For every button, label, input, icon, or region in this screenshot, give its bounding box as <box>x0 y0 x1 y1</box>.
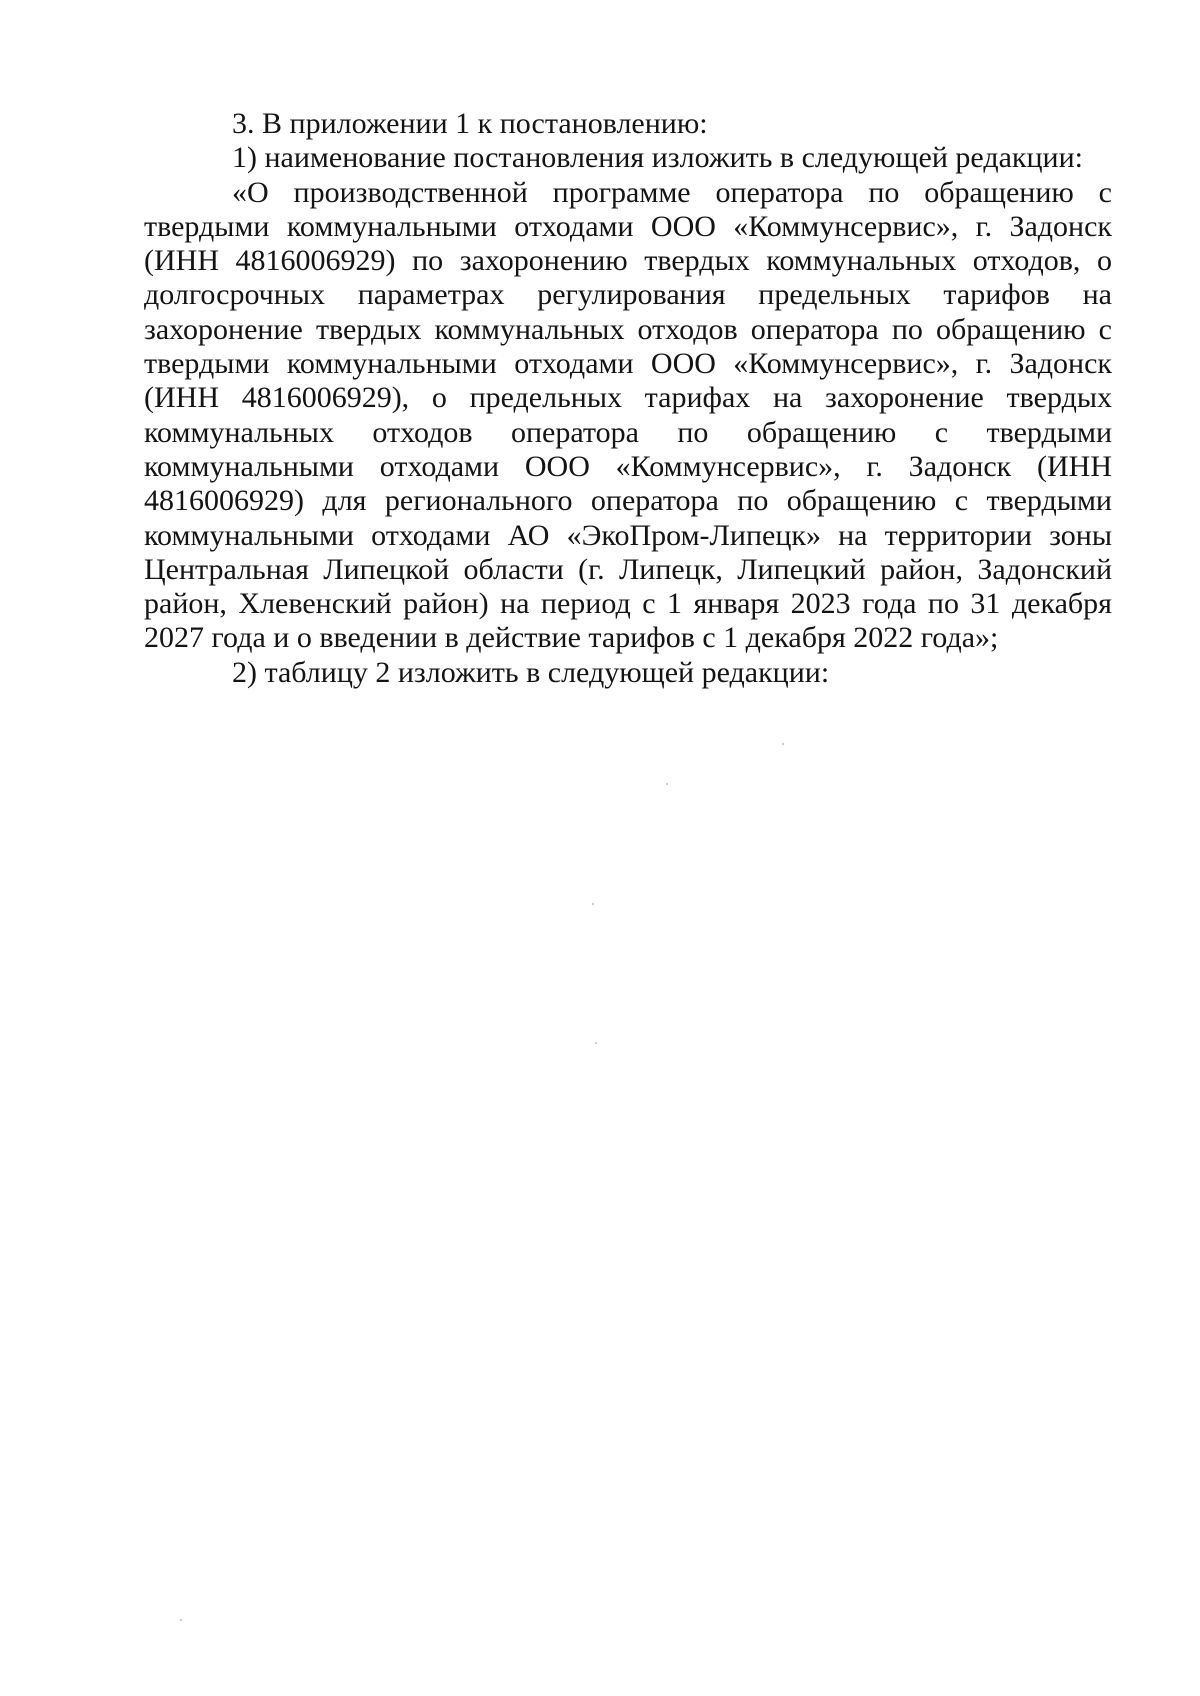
quote-line: (ИНН 4816006929) по захоронению твердых коммунальных отходов, о <box>144 244 1112 278</box>
quote-line: Липецк, Липецкий район, Задонский район, Хлевенский район) на период с 1 <box>144 552 1113 621</box>
quote-line: «О производственной программе оператора по обращению с твердыми <box>144 175 1112 243</box>
quote-line: января 2023 года по 31 декабря 2027 года и о введении в действие тарифов с 1 <box>144 587 1112 655</box>
document-body <box>144 107 1112 690</box>
quote-line: отходов оператора по обращению с твердыми коммунальными отходами ООО <box>144 415 1112 483</box>
quote-line: «Коммунсервис», г. Задонск (ИНН 4816006929) для регионального <box>144 449 1112 518</box>
quote-line: декабря 2022 года»; <box>745 621 999 655</box>
scan-speck <box>595 1042 597 1044</box>
quote-line: «ЭкоПром-Липецк» на территории зоны Центральная Липецкой области (г. <box>144 518 1112 586</box>
quote-line: долгосрочных параметрах регулирования предельных тарифов на захоронение <box>144 278 1112 346</box>
scan-speck <box>666 783 668 785</box>
quote-line: коммунальными отходами ООО «Коммунсервис», г. Задонск (ИНН <box>144 347 1113 415</box>
quote-line: 4816006929), о предельных тарифах на захоронение твердых коммунальных <box>144 381 1112 449</box>
scan-speck <box>180 1619 182 1621</box>
quote-line: оператора по обращению с твердыми коммунальными отходами АО <box>144 484 1112 552</box>
quoted-title-paragraph <box>144 176 1112 656</box>
quote-line: коммунальными отходами ООО «Коммунсервис», г. Задонск <box>286 209 1113 243</box>
item-3-heading: 3. В приложении 1 к постановлению: <box>232 107 708 140</box>
subitem-1: 1) наименование постановления изложить в следующей редакции: <box>232 141 1084 175</box>
subitem-2: 2) таблицу 2 изложить в следующей редакции: <box>232 655 830 689</box>
scan-speck <box>782 743 784 745</box>
scan-speck <box>592 903 594 905</box>
quote-line: твердых коммунальных отходов оператора по обращению с твердыми <box>144 312 1112 381</box>
